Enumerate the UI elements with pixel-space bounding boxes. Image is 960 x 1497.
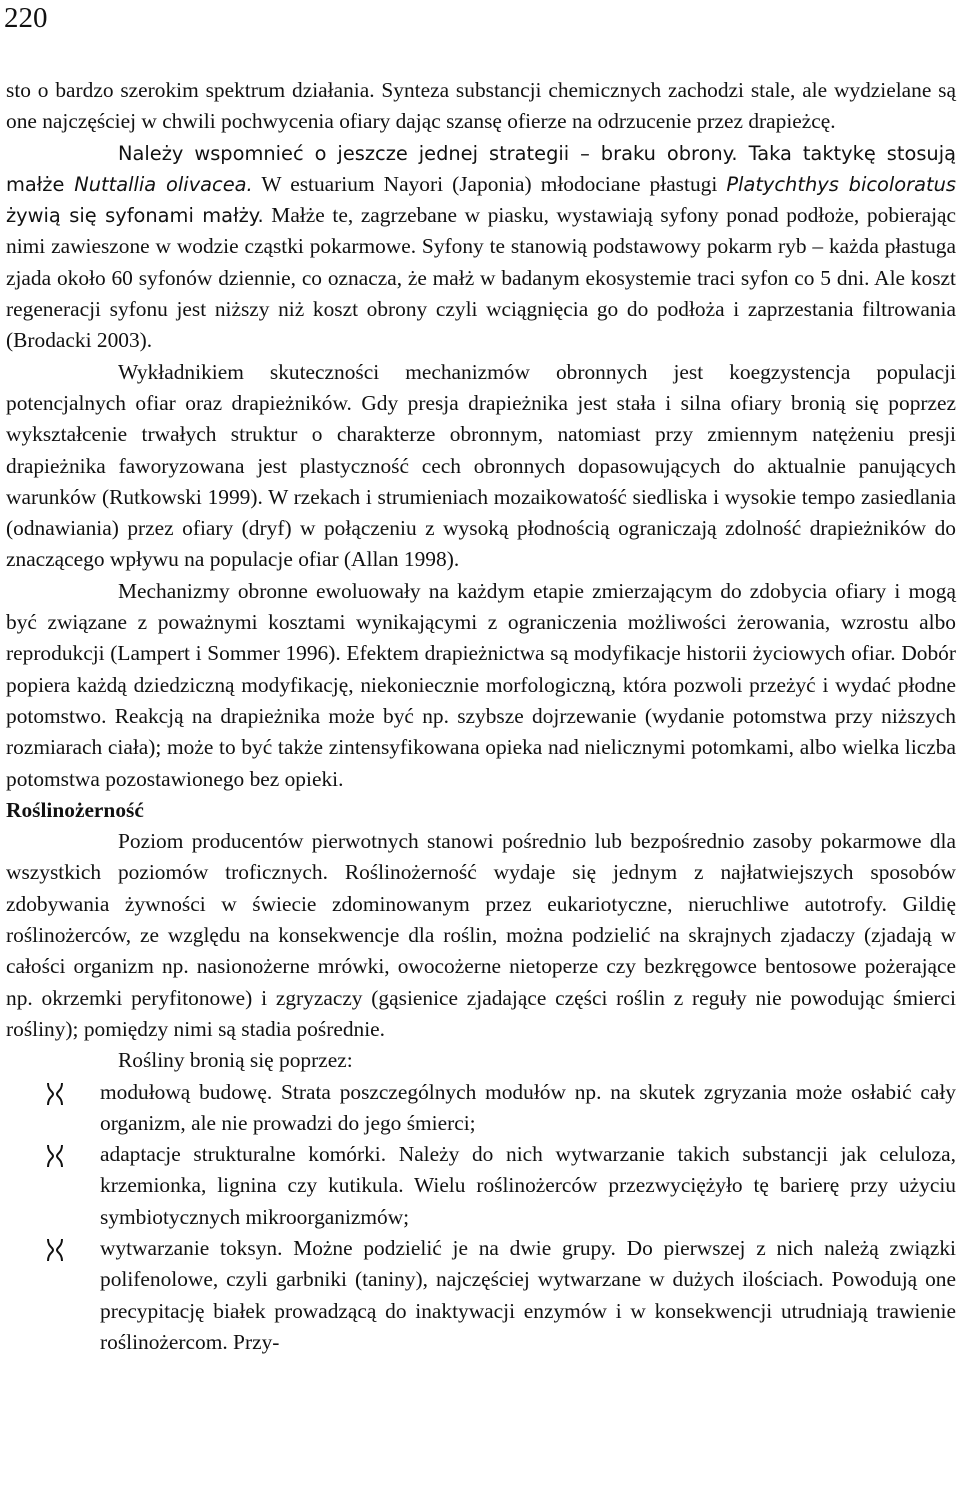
paragraph-plant-defense-intro: Rośliny bronią się poprzez: [118,1048,353,1073]
species-name: Nuttallia olivacea. [74,172,253,196]
body-text [6,75,956,1358]
list-item: modułową budowę. Strata poszczególnych modułów np. na skutek zgryzania może osłabić cały organizm, ale nie prowadzi do jego śmierci; [6,1077,956,1140]
list-item: adaptacje strukturalne komórki. Należy do nich wytwarzanie takich substancji jak celuloza, krzemionka, lignina czy kutikula. Wielu roślinożerców przezwyciężyło tę barierę przy użyciu symbiotycznych mikroorganizmów; [6,1139,956,1233]
paragraph-no-defense: Należy wspomnieć o jeszcze jednej strategii – braku obrony. Taka taktykę stosują małże Nuttallia olivacea. W estuarium Nayori (Japonia) młodociane płastugi Platychthys bicoloratus żywią się syfonami małży. Małże te, zagrzebane w piasku, wystawiają syfony ponad podłoże, pobierając nimi zawieszone w wodzie cząstki pokarmowe. Syfony te stanowią podstawowy pokarm ryb – każda płastuga zjada około 60 syfonów dziennie, co oznacza, że małż w badanym ekosystemie traci syfon co 5 dni. Ale koszt regeneracji syfonu jest niższy niż koszt obrony czyli wciągnięcia go do podłoża i zaprzestania filtrowania (Brodacki 2003). [6,141,957,353]
sans-sentence-2: Platychthys bicoloratus żywią się syfonami małży. [6,172,957,228]
bullet-icon [44,1081,66,1107]
paragraph-herbivory: Poziom producentów pierwotnych stanowi pośrednio lub bezpośrednio zasoby pokarmowe dla wszystkich poziomów troficznych. Roślinożerność wydaje się jednym z najłatwiejszych sposobów zdobywania żywności w świecie zdominowanym przez eukariotyczne, nieruchliwe autotrofy. Gildię roślinożerców, ze względu na konsekwencje dla roślin, można podzielić na skrajnych zjadaczy (zjadają w całości organizm np. nasionożerne mrówki, owocożerne nietoperze czy bezkręgowce bentosowe pożerające np. okrzemki peryfitonowe) i zgryzaczy (gąsienice zjadające części roślin z reguły nie powodując śmierci rośliny); pomiędzy nimi są stadia pośrednie. [6,829,956,1041]
section-heading: Roślinożerność [6,797,144,822]
paragraph-mechanisms: Mechanizmy obronne ewoluowały na każdym etapie zmierzającym do zdobycia ofiary i mogą być związane z poważnymi kosztami wynikającymi z ograniczenia możliwości żerowania, wzrostu albo reprodukcji (Lampert i Sommer 1996). Efektem drapieżnictwa są modyfikacje historii życiowych ofiar. Dobór popiera każdą dziedziczną modyfikację, niekoniecznie morfologiczną, która pozwoli przeżyć i wydać płodne potomstwo. Reakcją na drapieżnika może być np. szybsze dojrzewanie (wydanie potomstwa przy niższych rozmiarach ciała); może to być także zintensyfikowana opieka nad nielicznymi potomkami, albo wielka liczba potomstwa pozostawionego bez opieki. [6,578,956,791]
paragraph-continuation: sto o bardzo szerokim spektrum działania. Synteza substancji chemicznych zachodzi stale, ale wydzielane są one najczęściej w chwili pochwycenia ofiary dając szansę ofierze na odrzucenie przez drapieżcę. [6,78,956,134]
species-name-2: Platychthys bicoloratus [726,172,957,196]
list-item: wytwarzanie toksyn. Możne podzielić je na dwie grupy. Do pierwszej z nich należą związki polifenolowe, czyli garbniki (taniny), najczęściej wytwarzane w dużych ilościach. Powodują one precypitację białek prowadzącą do inaktywacji enzymów i w konsekwencji utrudniają trawienie roślinożercom. Przy- [6,1233,956,1358]
bullet-icon [44,1237,66,1263]
sans-sentence: Należy wspomnieć o jeszcze jednej strategii – braku obrony. Taka taktykę stosują małże Nuttallia olivacea. [6,141,956,196]
defense-list [6,1077,956,1359]
bullet-icon [44,1143,66,1169]
page-number: 220 [4,2,48,34]
paragraph-coexistence: Wykładnikiem skuteczności mechanizmów obronnych jest koegzystencja populacji potencjalnych ofiar oraz drapieżników. Gdy presja drapieżnika jest stała i silna ofiary bronią się poprzez wykształcenie trwałych struktur o charakterze obronnym, natomiast przy zmiennym natężeniu presji drapieżnika faworyzowana jest plastyczność cech obronnych dopasowujących do aktualnie panujących warunków (Rutkowski 1999). W rzekach i strumieniach mozaikowatość siedliska i wysokie tempo zasiedlania (odnawiania) przez ofiary (dryf) w połączeniu z wysoką płodnością ograniczają zdolność drapieżników do znaczącego wpływu na populacje ofiar (Allan 1998). [6,359,956,572]
